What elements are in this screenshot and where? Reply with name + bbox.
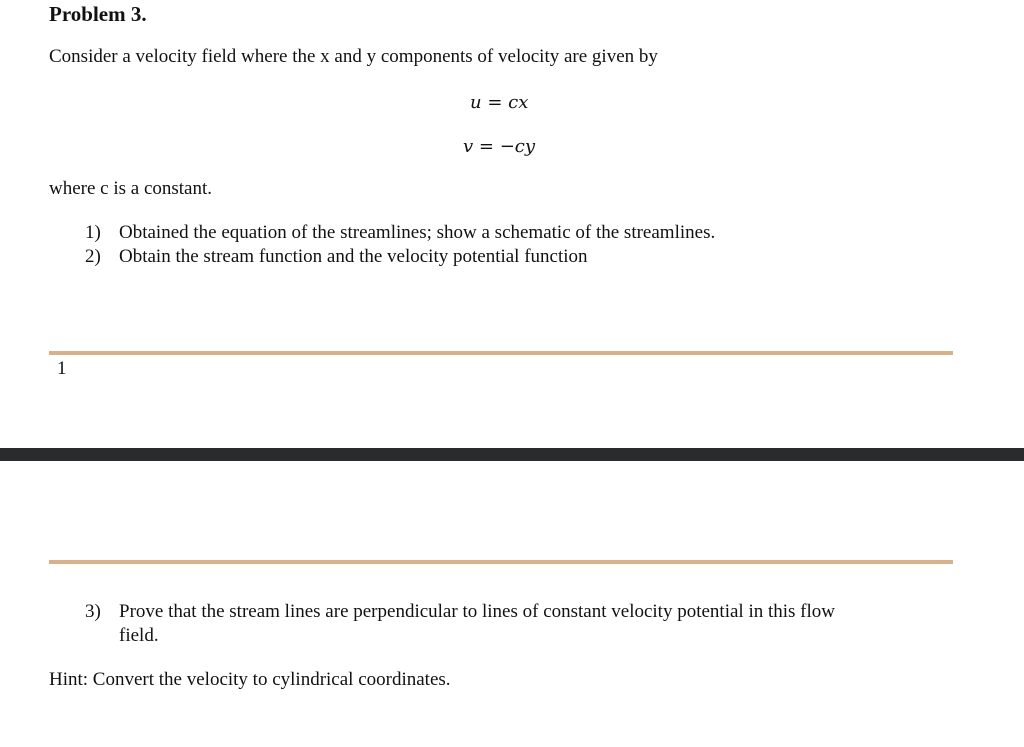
equation-u: u = cx bbox=[470, 92, 529, 113]
list-item-3-number: 3) bbox=[85, 601, 101, 622]
list-item-3-text-line1: Prove that the stream lines are perpendicular to lines of constant velocity potential in this flow bbox=[119, 601, 835, 622]
list-item-2-number: 2) bbox=[85, 246, 101, 267]
page-number: 1 bbox=[57, 358, 67, 379]
header-rule bbox=[49, 560, 953, 564]
list-item-1-text: Obtained the equation of the streamlines; show a schematic of the streamlines. bbox=[119, 222, 716, 243]
intro-text: Consider a velocity field where the x and y components of velocity are given by bbox=[49, 46, 658, 67]
footer-rule bbox=[49, 351, 953, 355]
list-item-2-text: Obtain the stream function and the velocity potential function bbox=[119, 246, 588, 267]
problem-title: Problem 3. bbox=[49, 2, 147, 26]
where-text: where c is a constant. bbox=[49, 178, 213, 199]
page-separator bbox=[0, 448, 1024, 461]
list-item-1-number: 1) bbox=[85, 222, 101, 243]
equation-v: v = −cy bbox=[463, 136, 536, 157]
list-item-3-text-line2: field. bbox=[119, 625, 159, 646]
hint-text: Hint: Convert the velocity to cylindrical coordinates. bbox=[49, 669, 451, 690]
